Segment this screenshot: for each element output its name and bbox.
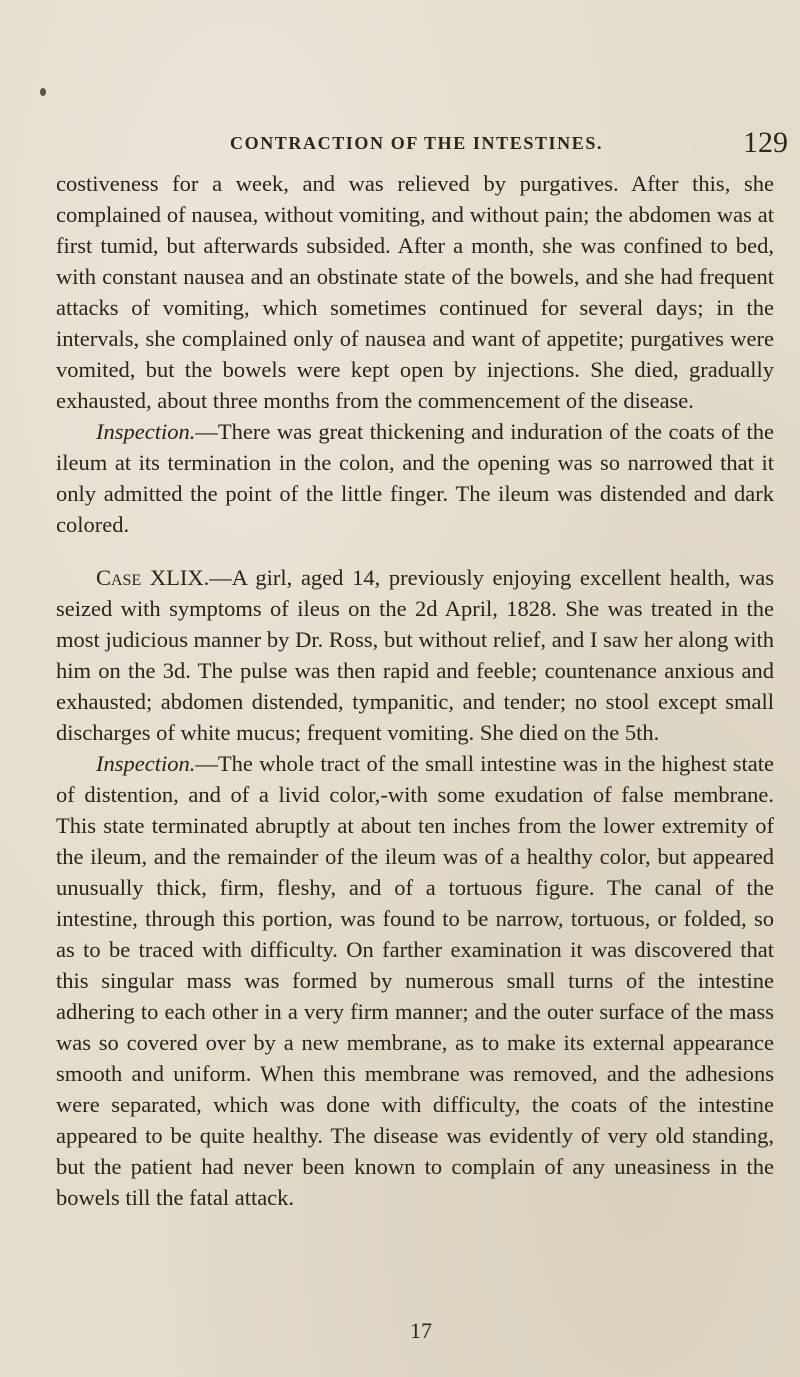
running-title: CONTRACTION OF THE INTESTINES. [230,133,604,153]
paragraph-text: —There was great thickening and induration of the coats of the ileum at its termination in the colon, and the opening was so narrowed that it only admitted the point of the little finger. The ileum was distended and dark colored. [56,419,774,537]
paragraph-case [56,562,774,748]
running-head [206,126,788,160]
paragraph-text: —A girl, aged 14, previously enjoying excellent health, was seized with symptoms of ileus on the 2d April, 1828. She was treated in the most judicious manner by Dr. Ross, but without relief, and I saw her along with him on the 3d. The pulse was then rapid and feeble; countenance anxious and exhausted; abdomen distended, tympanitic, and tender; no stool except small discharges of white mucus; frequent vomiting. She died on the 5th. [56,565,774,745]
inspection-label: Inspection. [96,419,196,444]
paragraph-inspection-1 [56,416,774,540]
inspection-label: Inspection. [96,751,196,776]
paragraph-text: —The whole tract of the small intestine was in the highest state of distention, and of a livid color,-with some exudation of false membrane. This state terminated abruptly at about ten inches from the lower extremity of the ileum, and the remainder of the ileum was of a healthy color, but appeared unusually thick, firm, fleshy, and of a tortuous figure. The canal of the intestine, through this portion, was found to be narrow, tortuous, or folded, so as to be traced with difficulty. On farther examination it was discovered that this singular mass was formed by numerous small turns of the intestine adhering to each other in a very firm manner; and the outer surface of the mass was so covered over by a new membrane, as to make its external appearance smooth and uniform. When this membrane was removed, and the adhesions were separated, which was done with difficulty, the coats of the intestine appeared to be quite healthy. The disease was evidently of very old standing, but the patient had never been known to complain of any uneasiness in the bowels till the fatal attack. [56,751,774,1210]
paragraph-text: costiveness for a week, and was relieved by purgatives. After this, she complained of nausea, without vomiting, and without pain; the abdomen was at first tumid, but afterwards subsided. After a month, she was confined to bed, with constant nausea and an obstinate state of the bowels, and she had frequent attacks of vomiting, which sometimes continued for several days; in the intervals, she complained only of nausea and want of appetite; purgatives were vomited, but the bowels were kept open by injections. She died, gradually exhausted, about three months from the commencement of the disease. [56,171,774,413]
page-number: 129 [743,126,788,159]
signature-mark: 17 [410,1318,432,1343]
ink-spot [40,88,46,96]
body-text [56,168,774,1213]
paragraph-continuation [56,168,774,416]
paragraph-inspection-2 [56,748,774,1213]
case-label: Case XLIX. [96,565,210,590]
